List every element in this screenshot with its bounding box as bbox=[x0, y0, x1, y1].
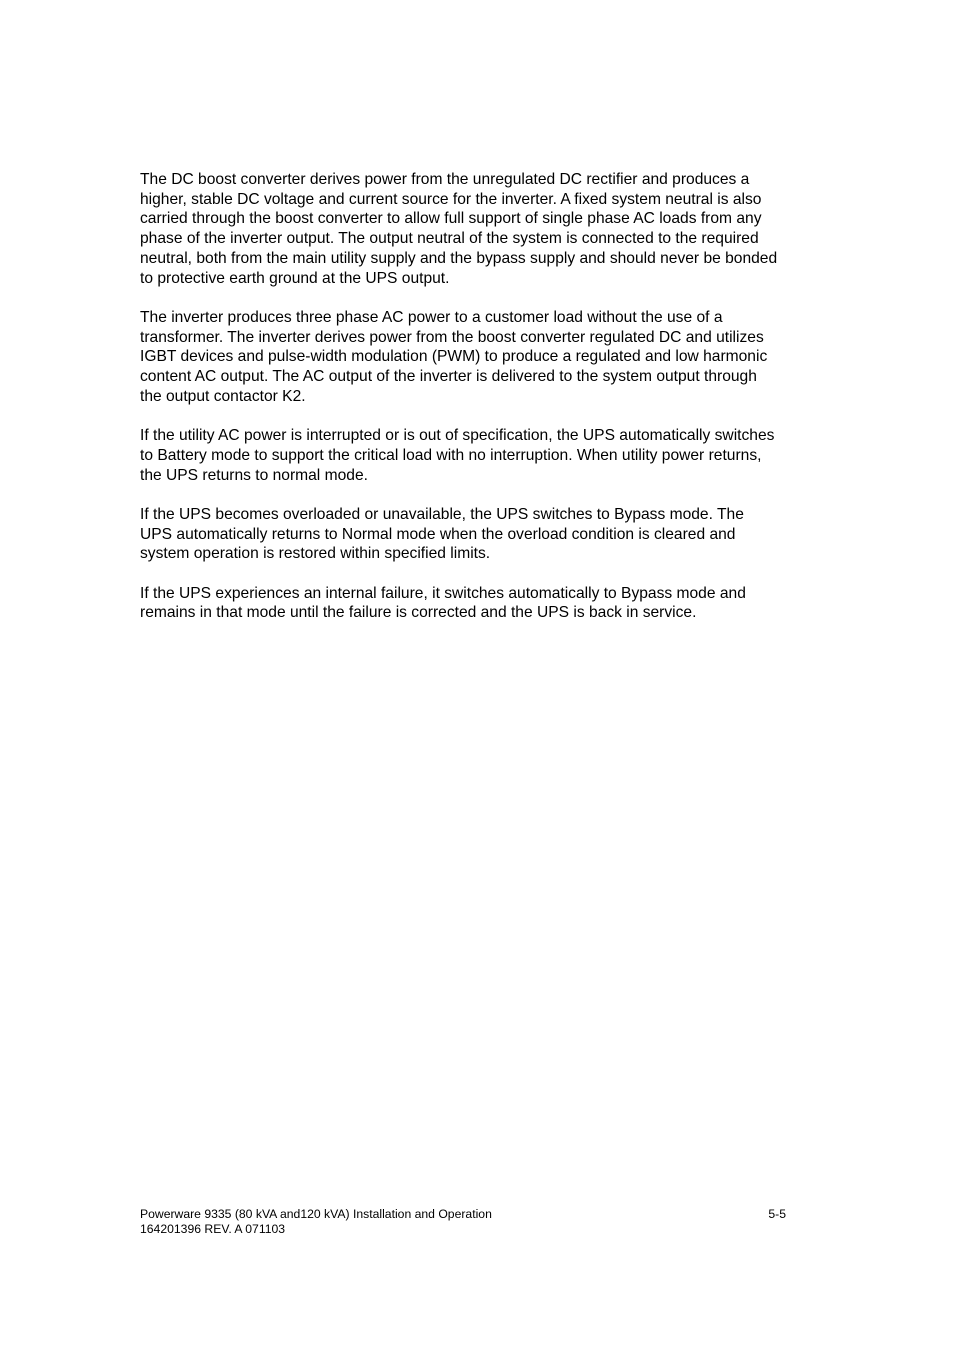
footer-row-title bbox=[140, 1207, 790, 1222]
footer-document-title: Powerware 9335 (80 kVA and120 kVA) Installation and Operation bbox=[140, 1207, 492, 1221]
footer-revision: 164201396 REV. A 071103 bbox=[140, 1222, 286, 1236]
footer-page-number: 5-5 bbox=[768, 1207, 786, 1221]
paragraph-bypass-overload: If the UPS becomes overloaded or unavailable, the UPS switches to Bypass mode. The UPS automatically returns to Normal mode when the overload condition is cleared and system operation is restored within specified limits. bbox=[140, 505, 744, 563]
paragraph-boost-converter: The DC boost converter derives power from the unregulated DC rectifier and produces a higher, stable DC voltage and current source for the inverter. A fixed system neutral is also carried through the boost converter to allow full support of single phase AC loads from any phase of the inverter output. The output neutral of the system is connected to the required neutral, both from the main utility supply and the bypass supply and should never be bonded to protective earth ground at the UPS output. bbox=[140, 171, 778, 287]
body-text bbox=[140, 170, 845, 643]
paragraph-battery-mode: If the utility AC power is interrupted or is out of specification, the UPS automatically switches to Battery mode to support the critical load with no interruption. When utility power returns, the UPS returns to normal mode. bbox=[140, 427, 775, 484]
footer-row-revision bbox=[140, 1222, 790, 1237]
paragraph-internal-failure: If the UPS experiences an internal failure, it switches automatically to Bypass mode and remains in that mode until the failure is corrected and the UPS is back in service. bbox=[140, 584, 746, 622]
paragraph-inverter: The inverter produces three phase AC power to a customer load without the use of a transformer. The inverter derives power from the boost converter regulated DC and utilizes IGBT devices and pulse-width modulation (PWM) to produce a regulated and low harmonic content AC output. The AC output of the inverter is delivered to the system output through the output contactor K2. bbox=[140, 308, 768, 405]
page-footer bbox=[140, 1207, 790, 1237]
